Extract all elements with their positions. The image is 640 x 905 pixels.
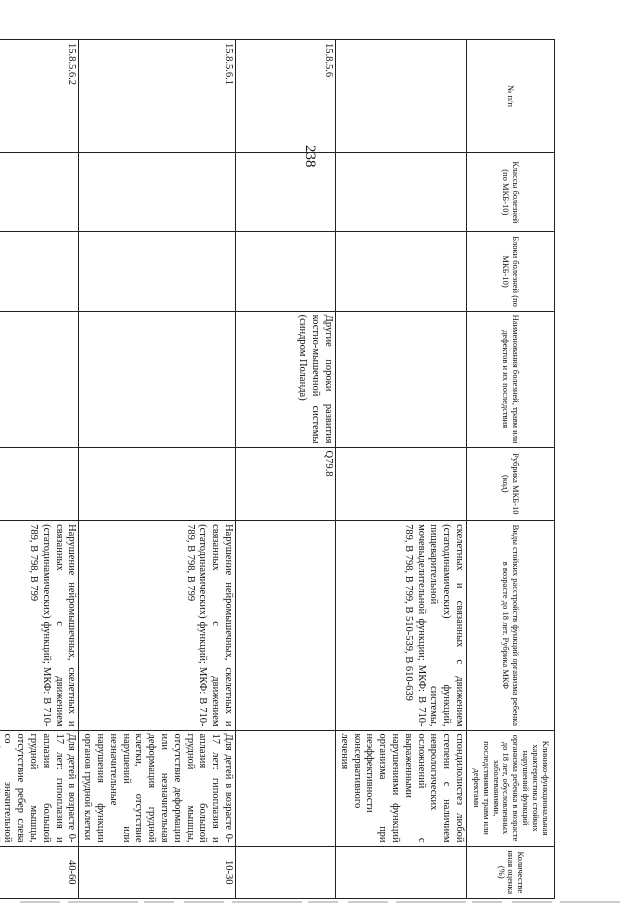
header-score: Количественная оценка (%) [467, 846, 555, 898]
cell-blocks [0, 232, 79, 311]
header-clinical: Клинико-функциональная характеристика стойких нарушений функций организма ребенка в возрасте до 18 лет, обусловленных заболеваниями, последствиями травм или дефектами [467, 730, 555, 846]
cell-blocks [79, 232, 236, 311]
cell-blocks [336, 232, 467, 311]
cell-classes [79, 153, 236, 232]
document-table-rotated [2, 39, 555, 899]
cell-num: 15.8.5.6.2 [0, 40, 79, 153]
cell-clinical: Для детей в возрасте 0-17 лет: гипоплазия и аплазия большой грудной мышцы, отсутствие ребер слева со значительной [0, 730, 79, 846]
cell-mkb [79, 447, 236, 521]
cell-num: 15.8.5.6 [236, 40, 336, 153]
table-row [79, 40, 236, 899]
cell-mkb: Q79.8 [236, 447, 336, 521]
scan-edge-marks [0, 896, 640, 905]
document-table [0, 39, 555, 899]
cell-types: Нарушение нейромышечных, скелетных и связанных с движением (статодинамических) функций; МКФ: В 710-789, В 798, В 799 [0, 521, 79, 730]
table-header-row [467, 40, 555, 899]
cell-names [79, 311, 236, 447]
cell-blocks [236, 232, 336, 311]
cell-names: Другие пороки развития костно-мышечной системы (синдром Поланда) [236, 311, 336, 447]
cell-classes [336, 153, 467, 232]
cell-num: 15.8.5.6.1 [79, 40, 236, 153]
cell-types: Нарушение нейромышечных, скелетных и связанных с движением (статодинамических) функций; МКФ: В 710-789, В 798, В 799 [79, 521, 236, 730]
cell-classes [0, 153, 79, 232]
cell-score: 40-60 [0, 846, 79, 898]
cell-types [236, 521, 336, 730]
table-row [336, 40, 467, 899]
header-names: Наименования болезней, травм или дефектов и их последствия [467, 311, 555, 447]
header-num: № п/п [467, 40, 555, 153]
header-types: Виды стойких расстройств функций организма ребенка в возрасте до 18 лет. Рубрика МКФ [467, 521, 555, 730]
cell-clinical [236, 730, 336, 846]
cell-clinical: спондилолистез любой степени с наличием неврологических осложнений с выраженными нарушениями функций организма при неэффективности консервативного лечения [336, 730, 467, 846]
cell-score [236, 846, 336, 898]
page-number: 238 [302, 145, 318, 168]
header-mkb: Рубрика МКБ-10 (код) [467, 447, 555, 521]
cell-classes [236, 153, 336, 232]
table-row [0, 40, 79, 899]
header-blocks: Блоки болезней (по МКБ-10) [467, 232, 555, 311]
table-row [236, 40, 336, 899]
header-classes: Классы болезней (по МКБ-10) [467, 153, 555, 232]
cell-types: скелетных и связанных с движением (статодинамических) функций, пищеварительной системы, мочевыделительной функции; МКФ: В 710-789, В 798, В 799, В 510-539, В 610-639 [336, 521, 467, 730]
cell-names [336, 311, 467, 447]
cell-clinical: Для детей в возрасте 0-17 лет: гипоплазия и аплазия большой грудной мышцы, отсутствие деформации или незначительная деформация грудной клетки, отсутствие нарушений или незначительные нарушения функции органов грудной клетки [79, 730, 236, 846]
cell-score [336, 846, 467, 898]
cell-score: 10-30 [79, 846, 236, 898]
cell-num [336, 40, 467, 153]
cell-names [0, 311, 79, 447]
cell-mkb [336, 447, 467, 521]
cell-mkb [0, 447, 79, 521]
